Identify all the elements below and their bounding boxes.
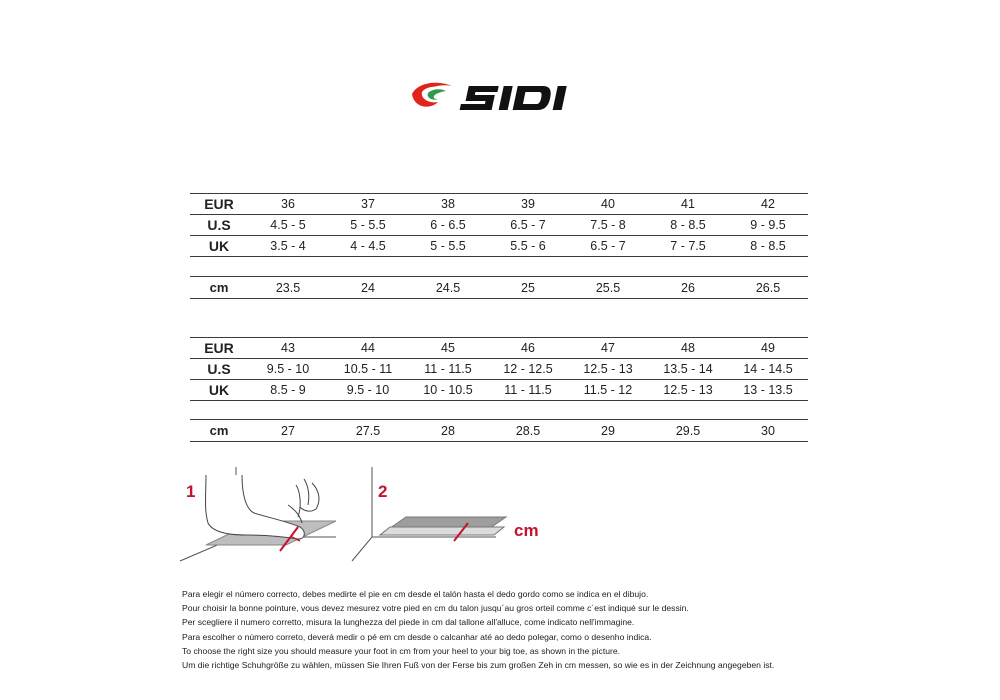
ruler-icon — [352, 467, 506, 561]
table-cell: 29 — [568, 420, 648, 442]
table-cell: 8 - 8.5 — [648, 215, 728, 236]
table-cell: 27.5 — [328, 420, 408, 442]
table-cell: 25 — [488, 277, 568, 299]
table-cell: 3.5 - 4 — [248, 236, 328, 257]
table2-row-eur — [190, 338, 808, 359]
size-table-2 — [190, 337, 808, 401]
row-header: U.S — [190, 215, 248, 236]
table-cell: 11 - 11.5 — [488, 380, 568, 401]
table-cell: 43 — [248, 338, 328, 359]
table-cell: 47 — [568, 338, 648, 359]
sidi-logo-mark — [408, 80, 590, 114]
table-cell: 5.5 - 6 — [488, 236, 568, 257]
row-header: UK — [190, 380, 248, 401]
table-cell: 39 — [488, 194, 568, 215]
table-cell: 12 - 12.5 — [488, 359, 568, 380]
table-cell: 5 - 5.5 — [408, 236, 488, 257]
instructions-block — [182, 587, 902, 672]
table-cell: 29.5 — [648, 420, 728, 442]
table-cell: 13 - 13.5 — [728, 380, 808, 401]
cm-table-1 — [190, 276, 808, 299]
table-cell: 46 — [488, 338, 568, 359]
table-cell: 26.5 — [728, 277, 808, 299]
table-cell: 44 — [328, 338, 408, 359]
table-cell: 24 — [328, 277, 408, 299]
instruction-en: To choose the right size you should measure your foot in cm from your heel to your big toe, as shown in the picture. — [182, 645, 621, 656]
foot-measure-icon — [180, 467, 336, 561]
table-cell: 26 — [648, 277, 728, 299]
table-cell: 37 — [328, 194, 408, 215]
instruction-it: Per scegliere il numero corretto, misura la lunghezza del piede in cm dal tallone all'alluce, come indicato nell'immagine. — [182, 617, 635, 628]
table-cell: 30 — [728, 420, 808, 442]
measure-illustration — [176, 465, 556, 565]
table-cell: 11.5 - 12 — [568, 380, 648, 401]
table-cell: 10 - 10.5 — [408, 380, 488, 401]
table-cell: 11 - 11.5 — [408, 359, 488, 380]
step-2-number: 2 — [378, 482, 388, 501]
table-cell: 4.5 - 5 — [248, 215, 328, 236]
instruction-fr: Pour choisir la bonne pointure, vous devez mesurez votre pied en cm du talon jusqu´au gros orteil comme c´est indiqué sur le dessin. — [182, 603, 689, 614]
table-cell: 23.5 — [248, 277, 328, 299]
row-header: EUR — [190, 194, 248, 215]
cm-table-2 — [190, 419, 808, 442]
table-cell: 41 — [648, 194, 728, 215]
table-cell: 13.5 - 14 — [648, 359, 728, 380]
table-cell: 6.5 - 7 — [488, 215, 568, 236]
instruction-de: Um die richtige Schuhgröße zu wählen, müssen Sie Ihren Fuß von der Ferse bis zum großen Zeh in cm messen, so wie es in der Zeichnung angegeben ist. — [182, 660, 775, 671]
table2-row-us — [190, 359, 808, 380]
table1-row-uk — [190, 236, 808, 257]
table-cell: 12.5 - 13 — [648, 380, 728, 401]
table-cell: 48 — [648, 338, 728, 359]
table-cell: 8.5 - 9 — [248, 380, 328, 401]
cm-unit-label: cm — [514, 521, 539, 540]
table-cell: 7 - 7.5 — [648, 236, 728, 257]
table-cell: 6 - 6.5 — [408, 215, 488, 236]
table-cell: 4 - 4.5 — [328, 236, 408, 257]
table-cell: 10.5 - 11 — [328, 359, 408, 380]
table-cell: 45 — [408, 338, 488, 359]
sidi-logo — [408, 80, 590, 114]
table2-row-cm — [190, 420, 808, 442]
table1-row-cm — [190, 277, 808, 299]
row-header: UK — [190, 236, 248, 257]
table-cell: 6.5 - 7 — [568, 236, 648, 257]
table-cell: 25.5 — [568, 277, 648, 299]
table-cell: 9.5 - 10 — [248, 359, 328, 380]
table-cell: 12.5 - 13 — [568, 359, 648, 380]
instruction-es: Para elegir el número correcto, debes medirte el pie en cm desde el talón hasta el dedo gordo como se indica en el dibujo. — [182, 589, 649, 599]
table-cell: 42 — [728, 194, 808, 215]
table-cell: 49 — [728, 338, 808, 359]
table-cell: 9 - 9.5 — [728, 215, 808, 236]
table1-row-eur — [190, 194, 808, 215]
row-header: cm — [190, 420, 248, 442]
step-1-number: 1 — [186, 482, 196, 501]
table-cell: 38 — [408, 194, 488, 215]
table-cell: 5 - 5.5 — [328, 215, 408, 236]
table1-row-us — [190, 215, 808, 236]
row-header: cm — [190, 277, 248, 299]
instruction-pt: Para escolher o número correto, deverá medir o pé em cm desde o calcanhar até ao dedo polegar, como o desenho indica. — [182, 631, 652, 642]
table-cell: 14 - 14.5 — [728, 359, 808, 380]
table-cell: 24.5 — [408, 277, 488, 299]
table-cell: 28 — [408, 420, 488, 442]
size-table-1 — [190, 193, 808, 257]
table-cell: 9.5 - 10 — [328, 380, 408, 401]
table-cell: 36 — [248, 194, 328, 215]
table-cell: 7.5 - 8 — [568, 215, 648, 236]
row-header: EUR — [190, 338, 248, 359]
table-cell: 8 - 8.5 — [728, 236, 808, 257]
row-header: U.S — [190, 359, 248, 380]
table-cell: 40 — [568, 194, 648, 215]
table2-row-uk — [190, 380, 808, 401]
table-cell: 27 — [248, 420, 328, 442]
table-cell: 28.5 — [488, 420, 568, 442]
